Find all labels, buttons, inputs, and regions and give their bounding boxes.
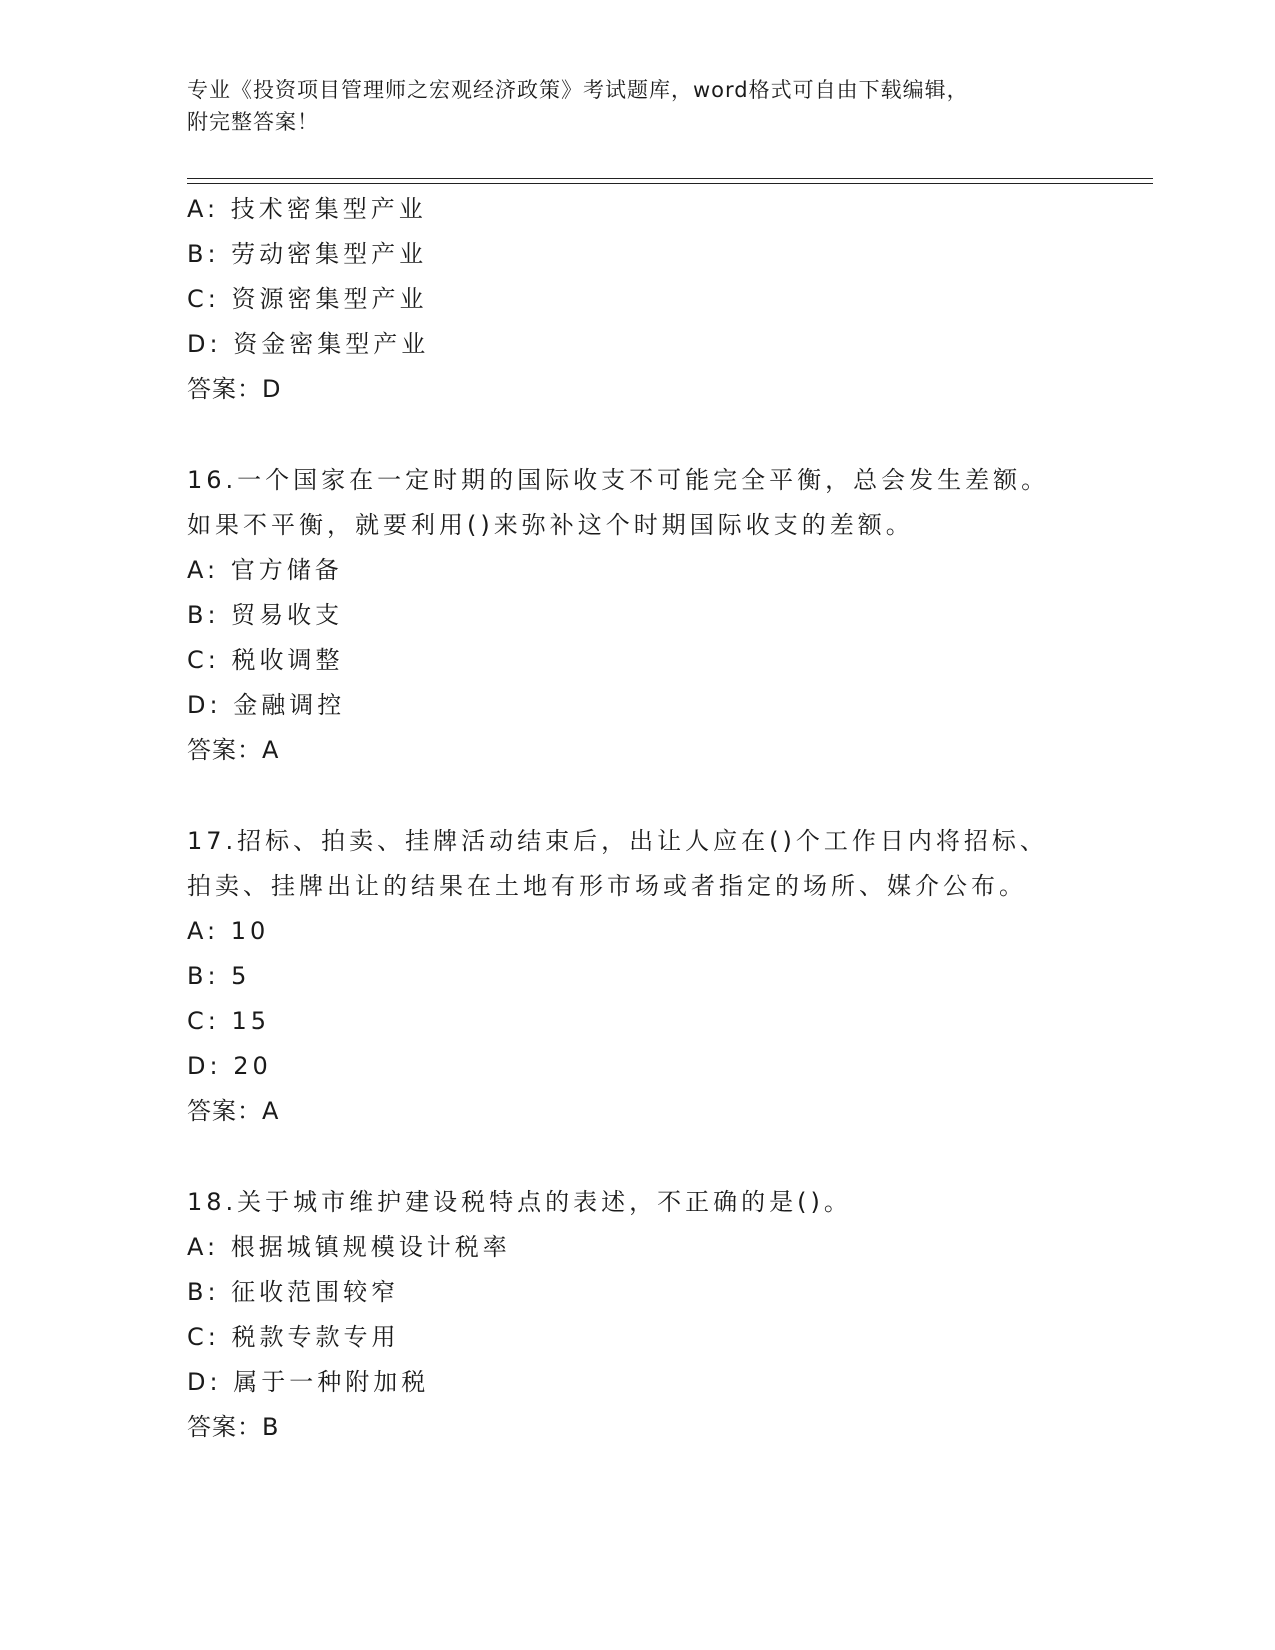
header-line-2: 附完整答案！ [187, 110, 319, 134]
header-divider-top [187, 178, 1153, 179]
q18-option-d: D: 属于一种附加税 [187, 1368, 430, 1396]
q16-stem-line-1: 16.一个国家在一定时期的国际收支不可能完全平衡，总会发生差额。 [187, 466, 1050, 494]
q16-answer: 答案：A [187, 736, 280, 764]
document-header [187, 74, 1087, 138]
q18-answer: 答案：B [187, 1413, 280, 1441]
q16-option-c: C: 税收调整 [187, 646, 344, 674]
q16-option-a: A: 官方储备 [187, 556, 343, 584]
q15-answer: 答案：D [187, 375, 282, 403]
q16-option-b: B: 贸易收支 [187, 601, 344, 629]
header-divider-bottom [187, 183, 1153, 184]
q15-option-a: A: 技术密集型产业 [187, 195, 427, 223]
header-line-1: 专业《投资项目管理师之宏观经济政策》考试题库，word格式可自由下载编辑， [187, 78, 969, 102]
q16-option-d: D: 金融调控 [187, 691, 346, 719]
q16-stem-line-2: 如果不平衡，就要利用()来弥补这个时期国际收支的差额。 [187, 511, 914, 539]
q18-option-a: A: 根据城镇规模设计税率 [187, 1233, 511, 1261]
q18-option-c: C: 税款专款专用 [187, 1323, 400, 1351]
q17-option-c: C: 15 [187, 1007, 271, 1035]
q17-stem-line-1: 17.招标、拍卖、挂牌活动结束后，出让人应在()个工作日内将招标、 [187, 827, 1048, 855]
q17-option-b: B: 5 [187, 962, 251, 990]
q18-stem-line-1: 18.关于城市维护建设税特点的表述，不正确的是()。 [187, 1188, 852, 1216]
q17-answer: 答案：A [187, 1097, 280, 1125]
q15-option-b: B: 劳动密集型产业 [187, 240, 428, 268]
q15-option-d: D: 资金密集型产业 [187, 330, 430, 358]
q17-option-a: A: 10 [187, 917, 270, 945]
q15-option-c: C: 资源密集型产业 [187, 285, 428, 313]
q17-stem-line-2: 拍卖、挂牌出让的结果在土地有形市场或者指定的场所、媒介公布。 [187, 872, 1027, 900]
q18-option-b: B: 征收范围较窄 [187, 1278, 400, 1306]
q17-option-d: D: 20 [187, 1052, 272, 1080]
